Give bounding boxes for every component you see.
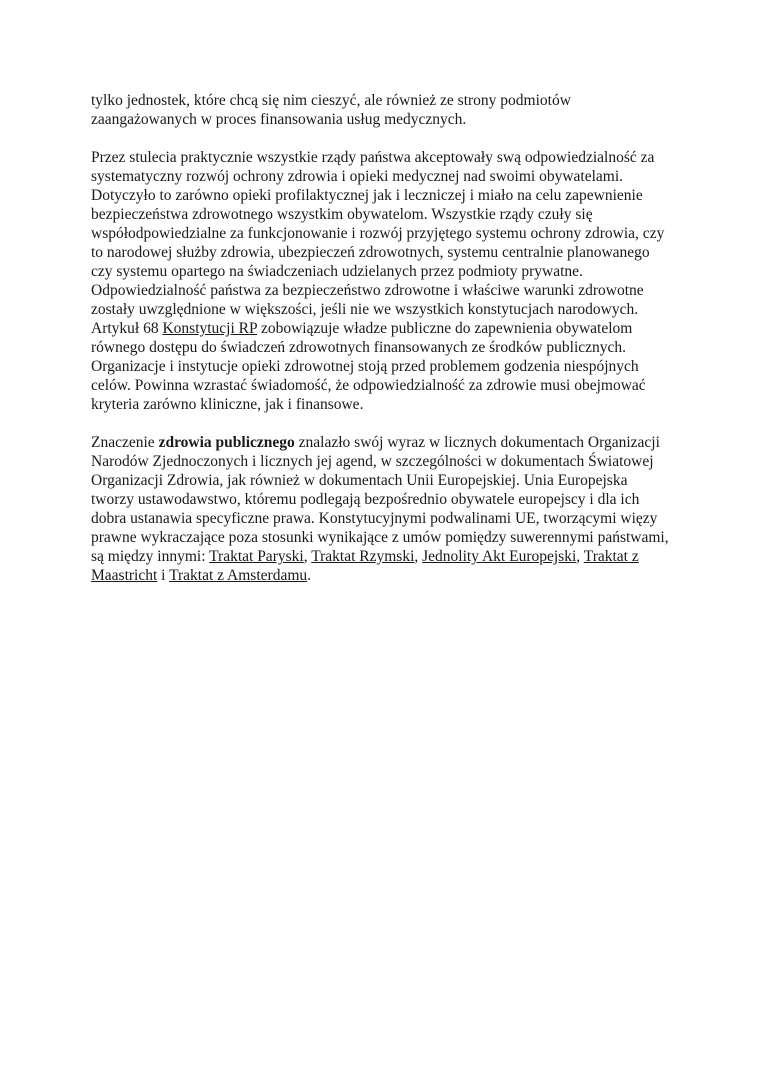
- separator: ,: [303, 548, 312, 565]
- bold-term-public-health: zdrowia publicznego: [158, 434, 295, 451]
- link-konstytucja-rp[interactable]: Konstytucji RP: [162, 320, 258, 337]
- paragraph-3: [91, 433, 671, 585]
- paragraph-1: [91, 91, 671, 129]
- paragraph-3-body: znalazło swój wyraz w licznych dokumentach Organizacji Narodów Zjednoczonych i licznych jej agend, w szczególności w dokumentach Światowej Organizacji Zdrowia, jak również w dokumentach Unii Europejskiej. Unia Europejska tworzy ustawodawstwo, któremu podlegają bezpośrednio obywatele europejscy i dla ich dobra ustanawia specyficzne prawa. Konstytucyjnymi podwalinami UE, tworzącymi więzy prawne wykraczające poza stosunki wynikające z umów pomiędzy suwerennymi państwami, są między innymi:: [91, 434, 669, 565]
- paragraph-1-text: tylko jednostek, które chcą się nim cieszyć, ale również ze strony podmiotów zaangażowanych w proces finansowania usług medycznych.: [91, 92, 571, 128]
- separator: i: [157, 567, 170, 584]
- paragraph-2: [91, 148, 671, 414]
- paragraph-2-text-after: zobowiązuje władze publiczne do zapewnienia obywatelom równego dostępu do świadczeń zdrowotnych finansowanych ze środków publicznych. Organizacje i instytucje opieki zdrowotnej stoją przed problemem godzenia niespójnych celów. Powinna wzrastać świadomość, że odpowiedzialność za zdrowie musi obejmować kryteria zarówno kliniczne, jak i finansowe.: [91, 320, 646, 413]
- link-traktat-paryski[interactable]: Traktat Paryski: [209, 548, 304, 565]
- link-traktat-z-amsterdamu[interactable]: Traktat z Amsterdamu: [169, 567, 308, 584]
- paragraph-2-text-before: Przez stulecia praktycznie wszystkie rządy państwa akceptowały swą odpowiedzialność za systematyczny rozwój ochrony zdrowia i opieki medycznej nad swoimi obywatelami. Dotyczyło to zarówno opieki profilaktycznej jak i leczniczej i miało na celu zapewnienie bezpieczeństwa zdrowotnego wszystkim obywatelom. Wszystkie rządy czuły się współodpowiedzialne za funkcjonowanie i rozwój przyjętego systemu ochrony zdrowia, czy to narodowej służby zdrowia, ubezpieczeń zdrowotnych, systemu centralnie planowanego czy systemu opartego na świadczeniach udzielanych przez podmioty prywatne. Odpowiedzialność państwa za bezpieczeństwo zdrowotne i właściwe warunki zdrowotne zostały uwzględnione w większości, jeśli nie we wszystkich konstytucjach narodowych. Artykuł 68: [91, 149, 665, 337]
- link-traktat-z-maastricht[interactable]: Traktat z Maastricht: [91, 548, 639, 584]
- document-page: [91, 91, 671, 604]
- link-jednolity-akt-europejski[interactable]: Jednolity Akt Europejski: [422, 548, 577, 565]
- paragraph-3-intro: Znaczenie: [91, 434, 159, 451]
- link-traktat-rzymski[interactable]: Traktat Rzymski: [311, 548, 415, 565]
- paragraph-3-end: .: [307, 567, 311, 584]
- separator: ,: [576, 548, 584, 565]
- separator: ,: [414, 548, 423, 565]
